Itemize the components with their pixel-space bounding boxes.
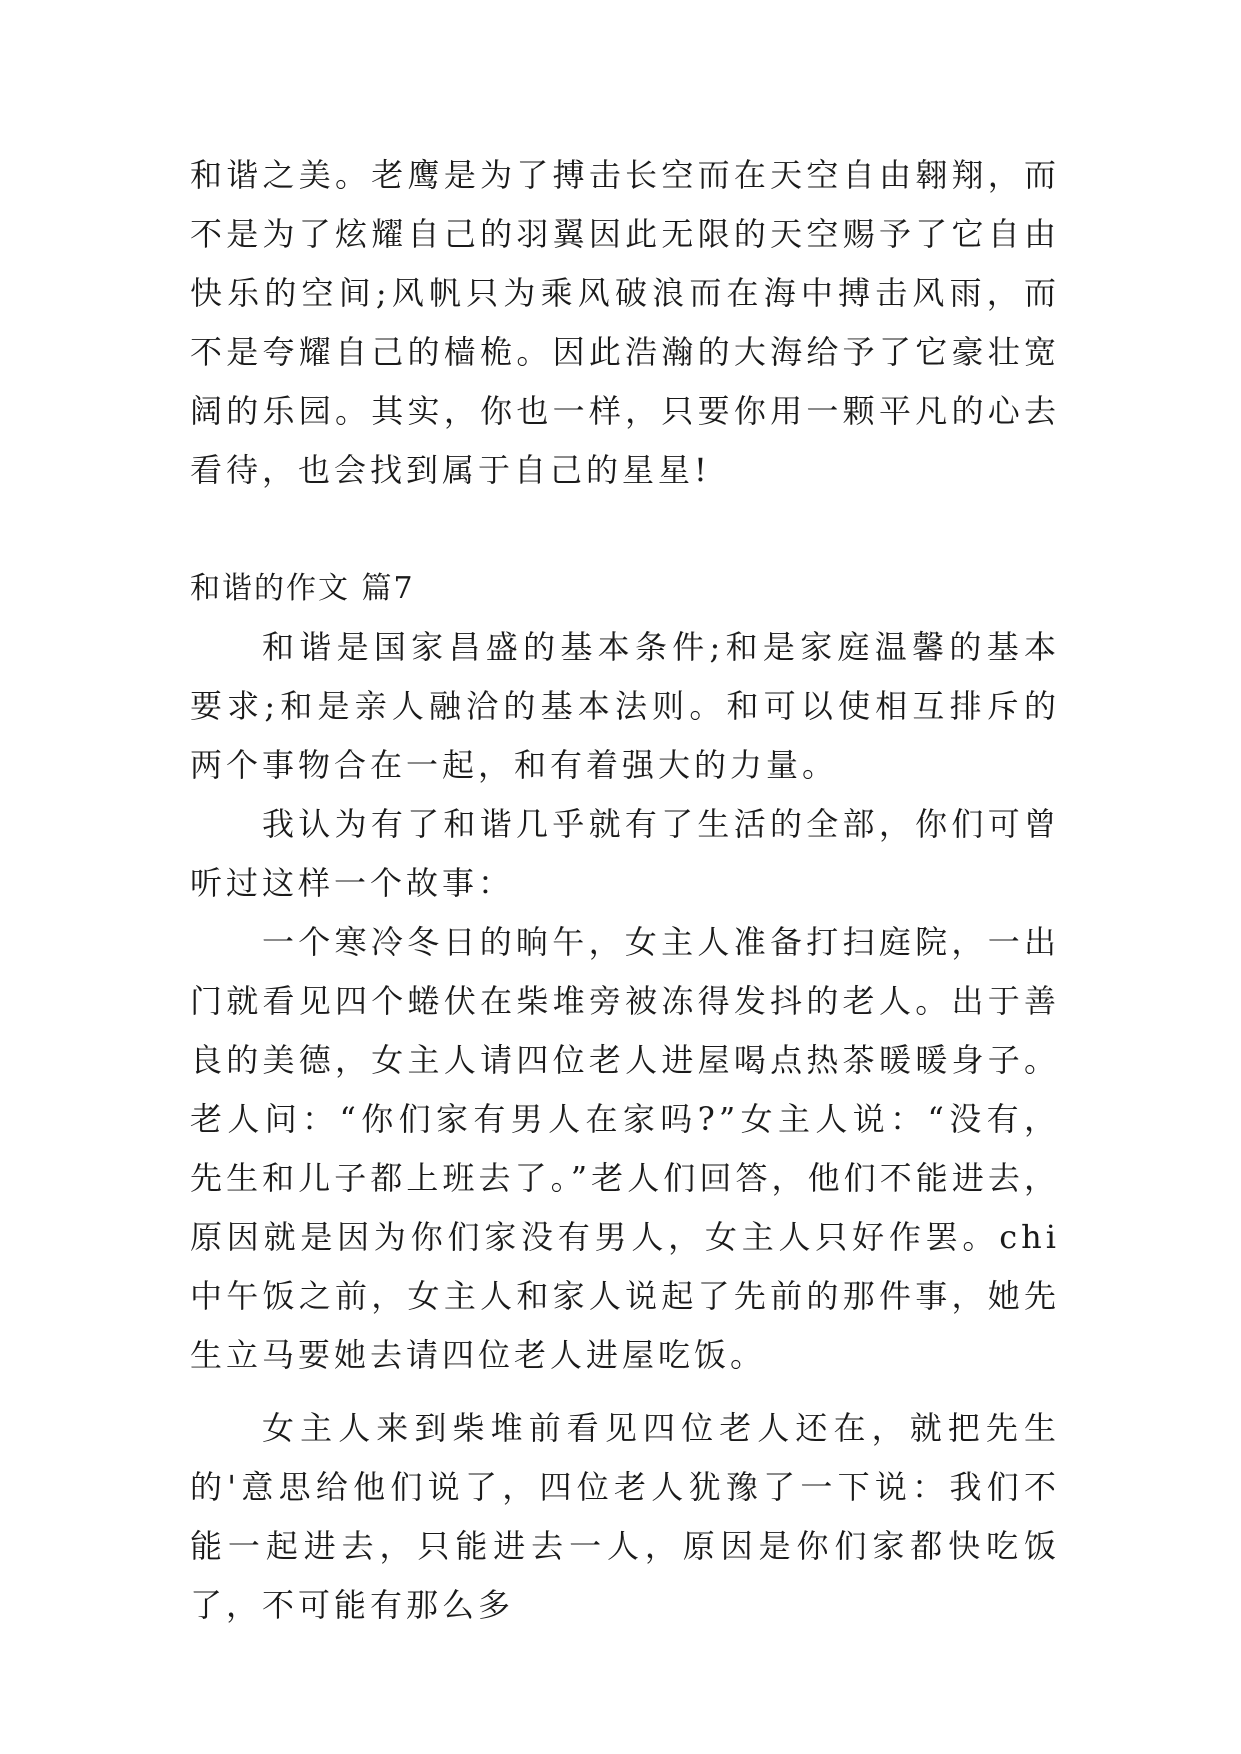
- paragraph-4: 女主人来到柴堆前看见四位老人还在，就把先生的'意思给他们说了，四位老人犹豫了一下说：我们不能一起进去，只能进去一人，原因是你们家都快吃饭了，不可能有那么多: [190, 1409, 1060, 1624]
- paragraph-3: 一个寒冷冬日的晌午，女主人准备打扫庭院，一出门就看见四个蜷伏在柴堆旁被冻得发抖的老人。出于善良的美德，女主人请四位老人进屋喝点热茶暖暖身子。老人问：“你们家有男人在家吗?”女主人说：“没有，先生和儿子都上班去了。”老人们回答，他们不能进去，原因就是因为你们家没有男人，女主人只好作罢。chi中午饭之前，女主人和家人说起了先前的那件事，她先生立马要她去请四位老人进屋吃饭。: [190, 923, 1060, 1374]
- continuation-paragraph: 和谐之美。老鹰是为了搏击长空而在天空自由翱翔，而不是为了炫耀自己的羽翼因此无限的天空赐予了它自由快乐的空间;风帆只为乘风破浪而在海中搏击风雨，而不是夸耀自己的樯桅。因此浩瀚的大海给予了它豪壮宽阔的乐园。其实，你也一样，只要你用一颗平凡的心去看待，也会找到属于自己的星星!: [190, 156, 1060, 489]
- document-body: [190, 146, 1060, 1635]
- section-heading: 和谐的作文 篇7: [190, 571, 415, 606]
- paragraph-2: 我认为有了和谐几乎就有了生活的全部，你们可曾听过这样一个故事：: [190, 805, 1060, 902]
- paragraph-1: 和谐是国家昌盛的基本条件;和是家庭温馨的基本要求;和是亲人融洽的基本法则。和可以使相互排斥的两个事物合在一起，和有着强大的力量。: [190, 628, 1060, 784]
